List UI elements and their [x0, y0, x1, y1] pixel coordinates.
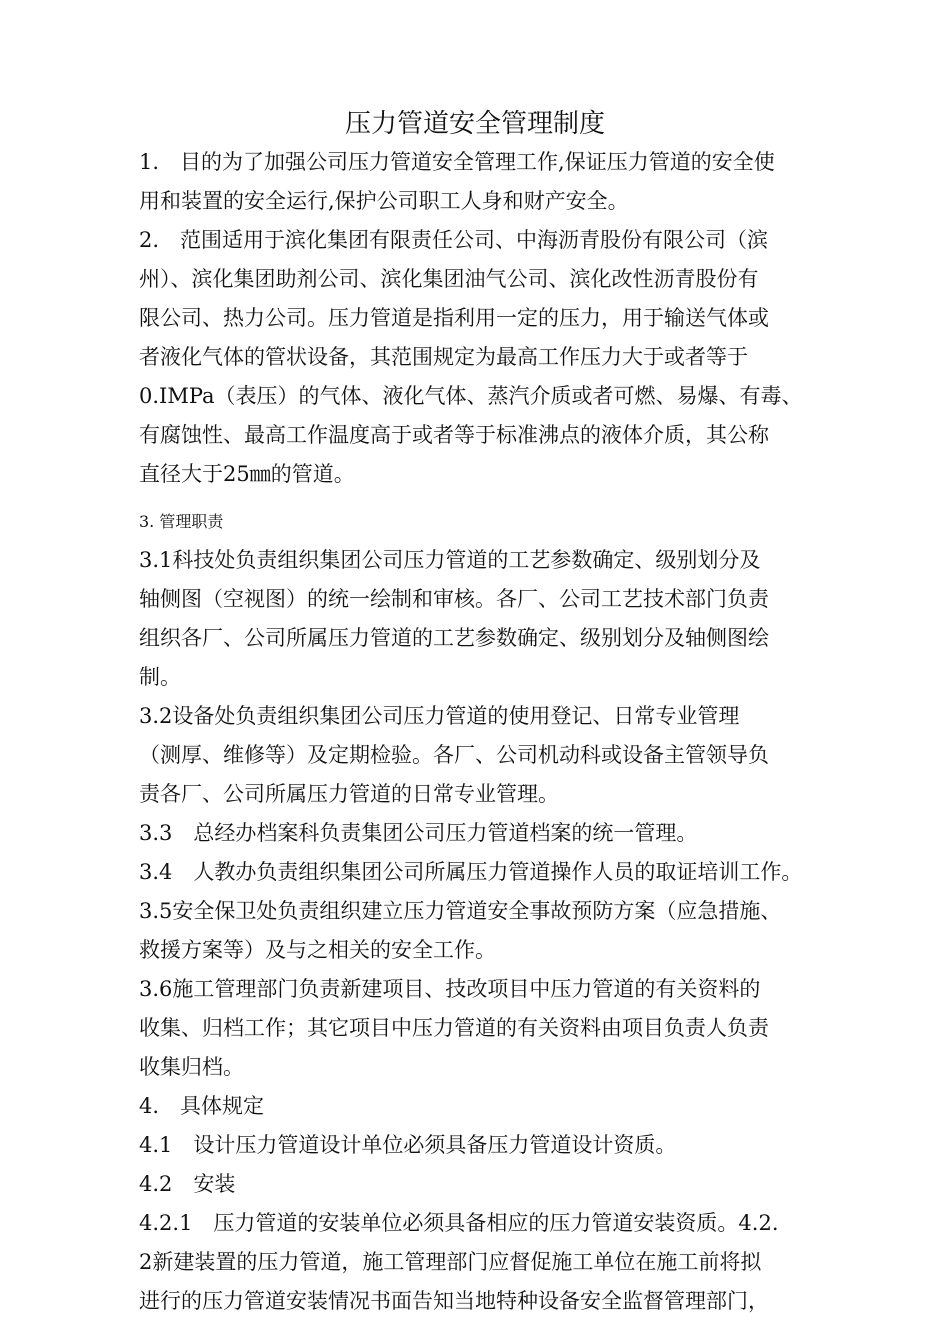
text-line: 制。: [139, 665, 181, 689]
text-line: 收集归档。: [139, 1055, 244, 1079]
text-line: 州）、滨化集团助剂公司、滨化集团油气公司、滨化改性沥青股份有: [139, 267, 759, 291]
text-line: 组织各厂、公司所属压力管道的工艺参数确定、级别划分及轴侧图绘: [139, 626, 769, 650]
text-line: 救援方案等）及与之相关的安全工作。: [139, 938, 496, 962]
text-line: 0.IMPa（表压）的气体、液化气体、蒸汽介质或者可燃、易爆、有毒、: [139, 384, 803, 408]
section-heading: 4. 具体规定: [139, 1094, 265, 1118]
text-line: 限公司、热力公司。压力管道是指利用一定的压力，用于输送气体或: [139, 306, 769, 330]
text-line: 直径大于25㎜的管道。: [139, 462, 355, 486]
text-line: 3.5安全保卫处负责组织建立压力管道安全事故预防方案（应急措施、: [139, 899, 782, 923]
text-line: 收集、归档工作；其它项目中压力管道的有关资料由项目负责人负责: [139, 1016, 769, 1040]
text-line: 3.4 人教办负责组织集团公司所属压力管道操作人员的取证培训工作。: [139, 860, 803, 884]
text-line: 4.1 设计压力管道设计单位必须具备压力管道设计资质。: [139, 1133, 677, 1157]
text-line: 轴侧图（空视图）的统一绘制和审核。各厂、公司工艺技术部门负责: [139, 587, 769, 611]
paragraph-gap: [139, 494, 829, 502]
text-line: 责各厂、公司所属压力管道的日常专业管理。: [139, 782, 559, 806]
text-line: 2新建装置的压力管道，施工管理部门应督促施工单位在施工前将拟: [139, 1250, 762, 1274]
text-line: 4.2 安装: [139, 1172, 236, 1196]
section-heading: 3. 管理职责: [139, 512, 224, 531]
document-title: 压力管道安全管理制度: [344, 109, 605, 139]
text-line: 2. 范围适用于滨化集团有限责任公司、中海沥青股份有限公司（滨: [139, 228, 769, 252]
text-line: 者液化气体的管状设备，其范围规定为最高工作压力大于或者等于: [139, 345, 748, 369]
text-line: 有腐蚀性、最高工作温度高于或者等于标准沸点的液体介质，其公称: [139, 423, 769, 447]
document-body: [139, 143, 829, 1321]
text-line: 1. 目的为了加强公司压力管道安全管理工作,保证压力管道的安全使: [139, 150, 775, 174]
text-line: 3.2设备处负责组织集团公司压力管道的使用登记、日常专业管理: [139, 704, 740, 728]
text-line: 3.1科技处负责组织集团公司压力管道的工艺参数确定、级别划分及: [139, 548, 761, 572]
text-line: （测厚、维修等）及定期检验。各厂、公司机动科或设备主管领导负: [139, 743, 769, 767]
text-line: 3.3 总经办档案科负责集团公司压力管道档案的统一管理。: [139, 821, 698, 845]
text-line: 3.6施工管理部门负责新建项目、技改项目中压力管道的有关资料的: [139, 977, 761, 1001]
text-line: 4.2.1 压力管道的安装单位必须具备相应的压力管道安装资质。4.2.: [139, 1211, 779, 1235]
text-line: 用和装置的安全运行,保护公司职工人身和财产安全。: [139, 189, 629, 213]
text-line: 进行的压力管道安装情况书面告知当地特种设备安全监督管理部门，: [139, 1289, 769, 1313]
